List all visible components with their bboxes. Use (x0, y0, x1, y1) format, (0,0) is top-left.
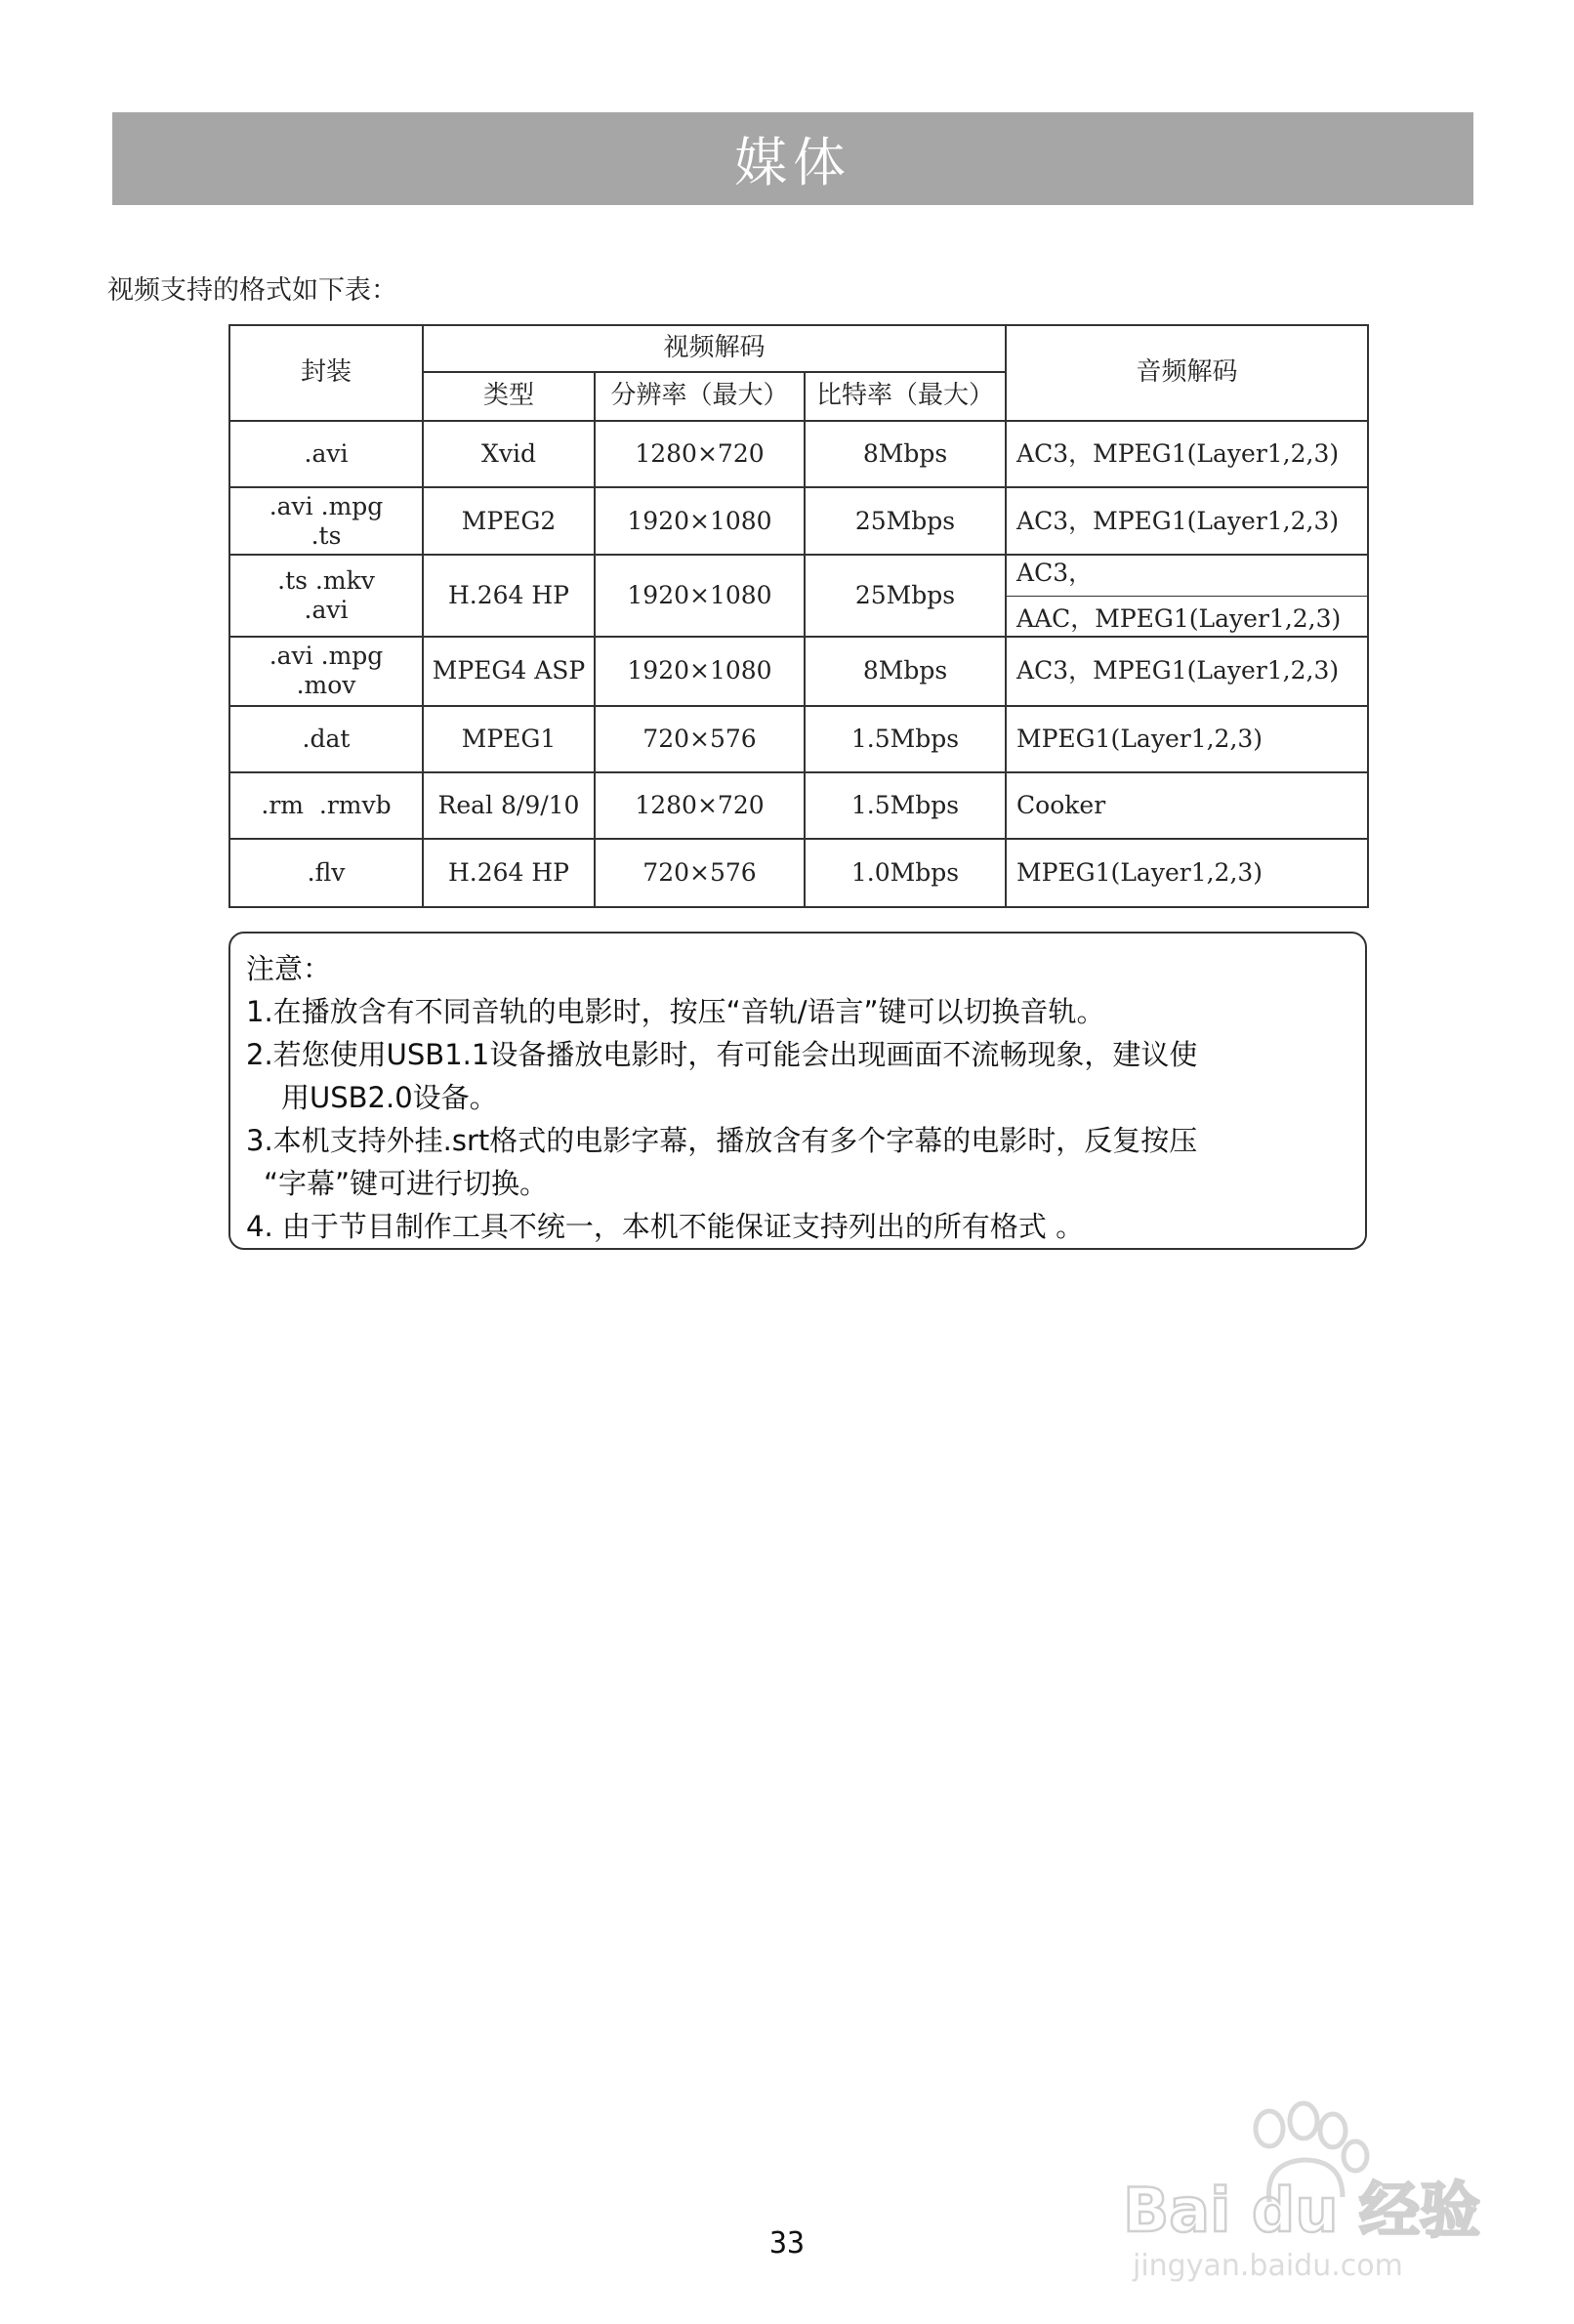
cell-container: .avi .mpg .ts (229, 487, 423, 555)
intro-text: 视频支持的格式如下表： (107, 275, 397, 306)
cell-resolution: 720×576 (595, 839, 805, 907)
cell-resolution: 1280×720 (595, 772, 805, 839)
header-type: 类型 (423, 372, 595, 421)
note-line: 4. 由于节目制作工具不统一，本机不能保证支持列出的所有格式 。 (246, 1210, 1085, 1243)
cell-container: .flv (229, 839, 423, 907)
cell-resolution: 720×576 (595, 706, 805, 772)
table-row (229, 706, 1368, 772)
page-title: 媒体 (734, 132, 851, 193)
cell-container: .ts .mkv .avi (229, 555, 423, 637)
cell-bitrate: 8Mbps (805, 637, 1006, 705)
cell-type: MPEG4 ASP (423, 637, 595, 705)
cell-bitrate: 1.5Mbps (805, 772, 1006, 839)
cell-resolution: 1920×1080 (595, 637, 805, 705)
cell-container: .avi (229, 421, 423, 487)
cell-resolution: 1280×720 (595, 421, 805, 487)
note-line: 1.在播放含有不同音轨的电影时，按压“音轨/语言”键可以切换音轨。 (246, 995, 1105, 1028)
cell-type: H.264 HP (423, 839, 595, 907)
note-line: 3.本机支持外挂.srt格式的电影字幕，播放含有多个字幕的电影时，反复按压 (246, 1124, 1198, 1157)
watermark-brand: Bai du 经验 (1123, 2175, 1481, 2246)
cell-audio: AC3，MPEG1(Layer1,2,3) (1006, 637, 1368, 705)
cell-container: .avi .mpg .mov (229, 637, 423, 705)
note-line: “字幕”键可进行切换。 (264, 1167, 549, 1200)
cell-bitrate: 25Mbps (805, 487, 1006, 555)
cell-bitrate: 1.5Mbps (805, 706, 1006, 772)
cell-audio: Cooker (1006, 772, 1368, 839)
page-number: 33 (768, 2226, 806, 2261)
cell-audio: AC3，MPEG1(Layer1,2,3) (1006, 487, 1368, 555)
header-bitrate: 比特率（最大） (805, 372, 1006, 421)
table-row (229, 421, 1368, 487)
cell-bitrate: 25Mbps (805, 555, 1006, 637)
header-audio-codec: 音频解码 (1006, 325, 1368, 421)
table-row (229, 637, 1368, 705)
header-video-codec: 视频解码 (423, 325, 1006, 372)
cell-resolution: 1920×1080 (595, 487, 805, 555)
cell-bitrate: 8Mbps (805, 421, 1006, 487)
cell-type: H.264 HP (423, 555, 595, 637)
table-row (229, 555, 1368, 637)
notes-title: 注意： (246, 952, 332, 985)
cell-container: .dat (229, 706, 423, 772)
header-container: 封装 (229, 325, 423, 421)
cell-type: MPEG2 (423, 487, 595, 555)
format-table (228, 324, 1369, 908)
header-resolution: 分辨率（最大） (595, 372, 805, 421)
cell-container: .rm .rmvb (229, 772, 423, 839)
page-title-bar (112, 112, 1473, 205)
cell-type: Xvid (423, 421, 595, 487)
cell-bitrate: 1.0Mbps (805, 839, 1006, 907)
cell-audio: MPEG1(Layer1,2,3) (1006, 839, 1368, 907)
watermark-url: jingyan.baidu.com (1133, 2249, 1403, 2283)
table-row (229, 839, 1368, 907)
table-row (229, 772, 1368, 839)
baidu-jingyan-watermark (1123, 2099, 1494, 2285)
cell-audio: MPEG1(Layer1,2,3) (1006, 706, 1368, 772)
notes-box (228, 932, 1367, 1250)
cell-type: MPEG1 (423, 706, 595, 772)
note-line: 2.若您使用USB1.1设备播放电影时，有可能会出现画面不流畅现象，建议使 (246, 1038, 1198, 1071)
cell-resolution: 1920×1080 (595, 555, 805, 637)
cell-audio: AC3，MPEG1(Layer1,2,3) (1006, 421, 1368, 487)
cell-audio: AC3， AAC，MPEG1(Layer1,2,3) (1006, 555, 1368, 637)
note-line: 用USB2.0设备。 (281, 1081, 498, 1114)
table-row (229, 487, 1368, 555)
cell-type: Real 8/9/10 (423, 772, 595, 839)
